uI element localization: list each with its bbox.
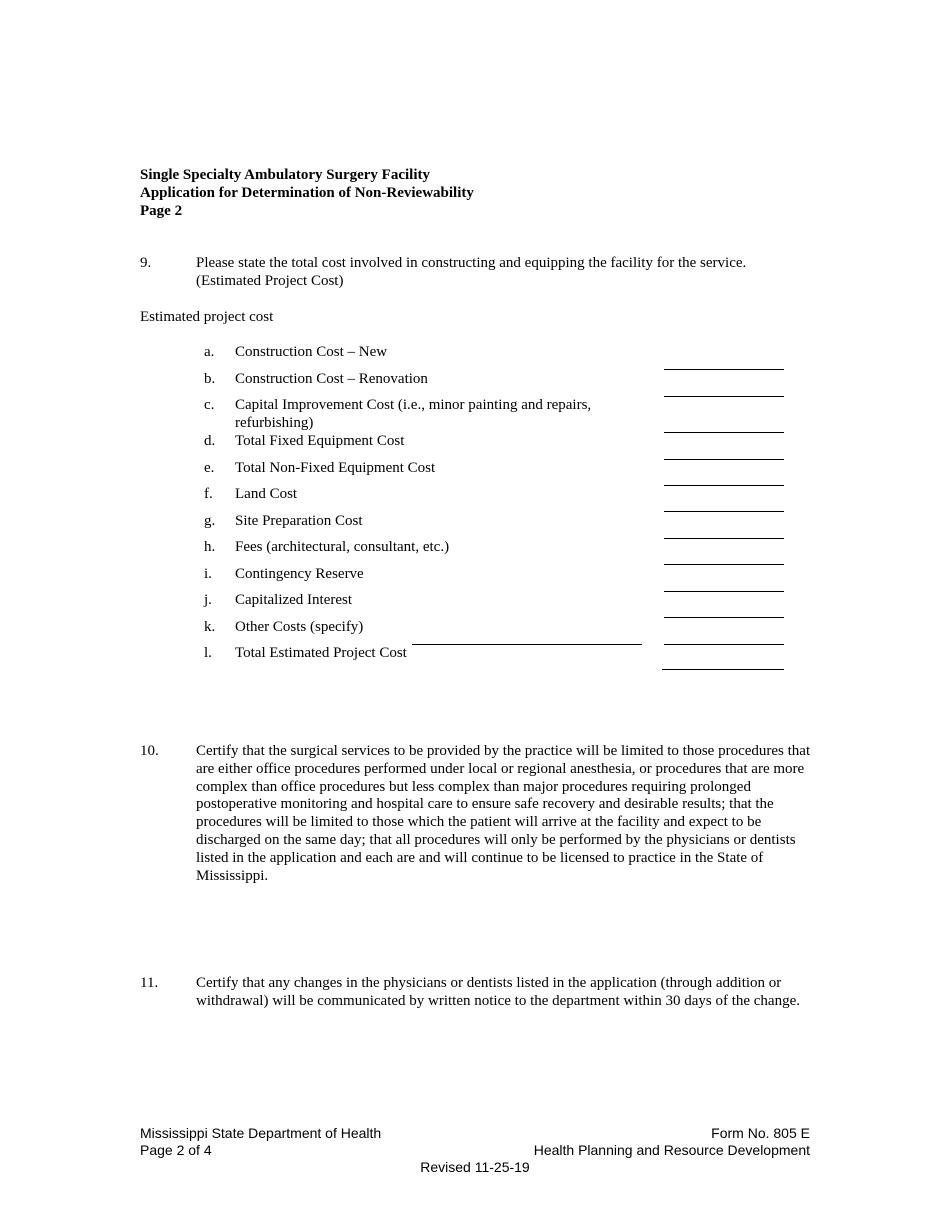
footer-revision-date: Revised 11-25-19 bbox=[420, 1159, 530, 1175]
footer-form-number: Form No. 805 E bbox=[711, 1125, 810, 1141]
cost-field-e[interactable] bbox=[664, 485, 784, 486]
cost-letter-c: c. bbox=[204, 397, 215, 413]
cost-label-a: Construction Cost – New bbox=[235, 344, 388, 360]
cost-letter-a: a. bbox=[204, 344, 215, 360]
question-9-text: Please state the total cost involved in constructing and equipping the facility for the service. (Estimated Project Cost) bbox=[196, 255, 747, 289]
cost-letter-d: d. bbox=[204, 433, 216, 449]
cost-label-i: Contingency Reserve bbox=[235, 566, 364, 582]
cost-label-c: Capital Improvement Cost (i.e., minor painting and repairs, refurbishing) bbox=[235, 397, 592, 431]
form-subtitle: Application for Determination of Non-Reviewability bbox=[140, 185, 474, 201]
cost-label-k: Other Costs (specify) bbox=[235, 619, 364, 635]
cost-field-g[interactable] bbox=[664, 538, 784, 539]
cost-field-j[interactable] bbox=[664, 617, 784, 618]
cost-field-a[interactable] bbox=[664, 369, 784, 370]
cost-letter-h: h. bbox=[204, 539, 216, 555]
cost-letter-f: f. bbox=[204, 486, 213, 502]
cost-letter-i: i. bbox=[204, 566, 212, 582]
footer-page-number: Page 2 of 4 bbox=[140, 1142, 212, 1158]
cost-letter-e: e. bbox=[204, 460, 215, 476]
footer-division: Health Planning and Resource Development bbox=[533, 1142, 810, 1158]
cost-label-l: Total Estimated Project Cost bbox=[235, 645, 407, 661]
form-title: Single Specialty Ambulatory Surgery Facility bbox=[140, 167, 430, 183]
question-11-text: Certify that any changes in the physicians or dentists listed in the application (through addition or withdrawal) will be communicated by written notice to the department within 30 days of the change. bbox=[196, 975, 800, 1009]
cost-label-h: Fees (architectural, consultant, etc.) bbox=[235, 539, 450, 555]
cost-field-c[interactable] bbox=[664, 432, 784, 433]
other-costs-specify-field[interactable] bbox=[412, 644, 642, 645]
cost-letter-b: b. bbox=[204, 371, 216, 387]
cost-label-e: Total Non-Fixed Equipment Cost bbox=[235, 460, 436, 476]
cost-field-l[interactable] bbox=[662, 669, 784, 670]
cost-field-b[interactable] bbox=[664, 396, 784, 397]
footer-department: Mississippi State Department of Health bbox=[140, 1125, 382, 1141]
cost-label-d: Total Fixed Equipment Cost bbox=[235, 433, 405, 449]
cost-field-k[interactable] bbox=[664, 644, 784, 645]
cost-field-f[interactable] bbox=[664, 511, 784, 512]
question-11-number: 11. bbox=[140, 975, 159, 991]
cost-label-j: Capitalized Interest bbox=[235, 592, 353, 608]
cost-field-d[interactable] bbox=[664, 459, 784, 460]
question-10-number: 10. bbox=[140, 743, 159, 759]
cost-letter-k: k. bbox=[204, 619, 216, 635]
cost-label-f: Land Cost bbox=[235, 486, 298, 502]
cost-heading: Estimated project cost bbox=[140, 309, 274, 325]
cost-field-i[interactable] bbox=[664, 591, 784, 592]
cost-letter-g: g. bbox=[204, 513, 216, 529]
cost-label-g: Site Preparation Cost bbox=[235, 513, 363, 529]
question-10-text: Certify that the surgical services to be provided by the practice will be limited to those procedures that are either office procedures performed under local or regional anesthesia, or procedures that are more complex than office procedures but less complex than major procedures requiring prolonged postoperative monitoring and hospital care to ensure safe recovery and desirable results; that the procedures will be limited to those which the patient will arrive at the facility and expect to be discharged on the same day; that all procedures will only be performed by the physicians or dentists listed in the application and each are and will continue to be licensed to practice in the State of Mississippi. bbox=[196, 743, 811, 884]
cost-field-h[interactable] bbox=[664, 564, 784, 565]
page-label: Page 2 bbox=[140, 203, 183, 219]
cost-label-b: Construction Cost – Renovation bbox=[235, 371, 428, 387]
question-9-number: 9. bbox=[140, 255, 152, 271]
cost-letter-l: l. bbox=[204, 645, 212, 661]
cost-letter-j: j. bbox=[204, 592, 212, 608]
